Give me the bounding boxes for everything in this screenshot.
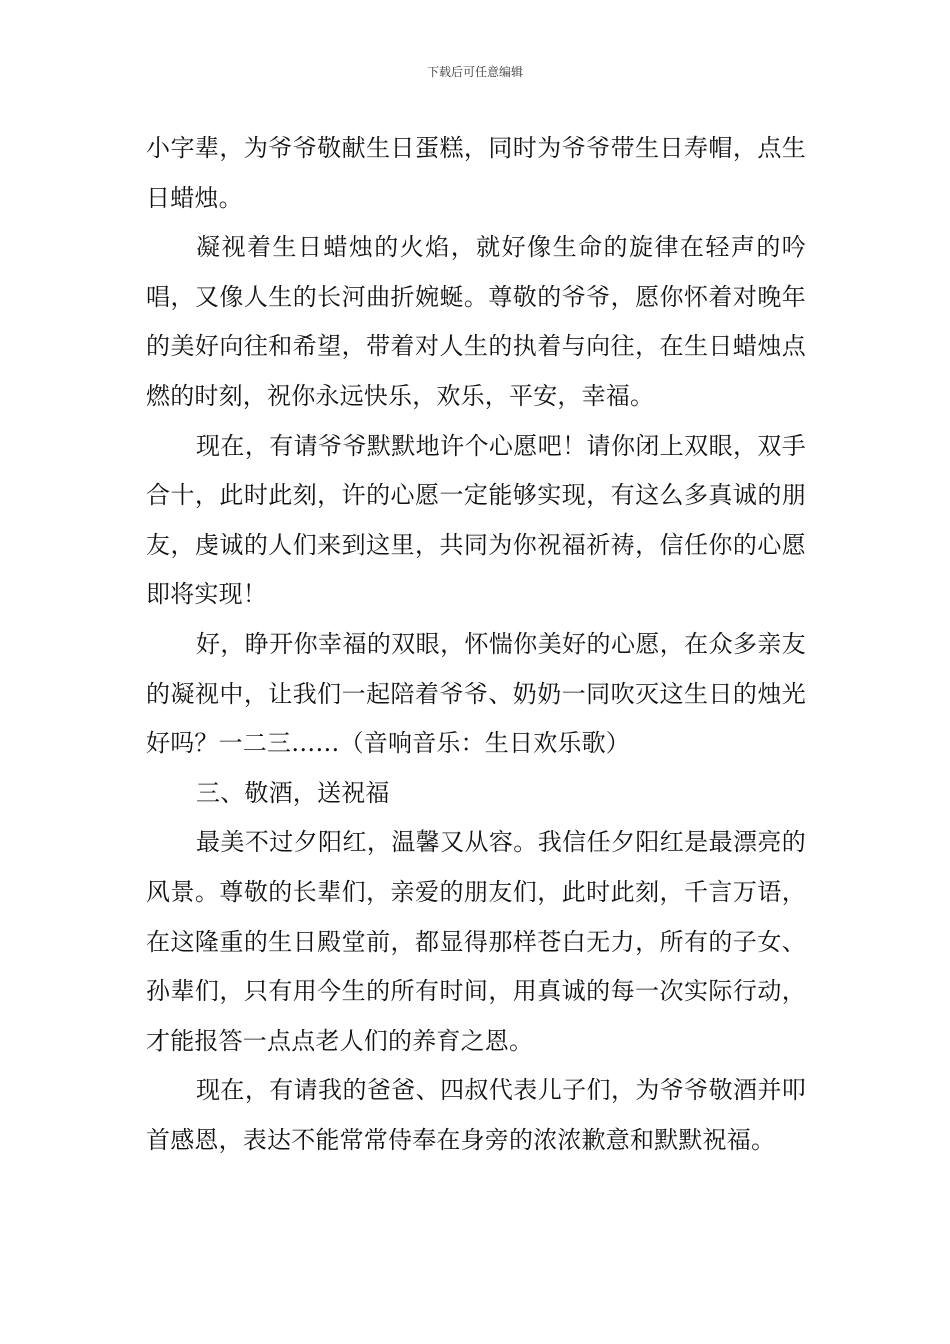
page-header: 下载后可任意编辑 bbox=[426, 65, 523, 79]
paragraph: 凝视着生日蜡烛的火焰，就好像生命的旋律在轻声的吟唱，又像人生的长河曲折婉蜒。尊敬的爷爷，愿你怀着对晚年的美好向往和希望，带着对人生的执着与向往，在生日蜡烛点燃的时刻，祝你永远快乐，欢乐，平安，幸福。 bbox=[146, 233, 806, 410]
document-body bbox=[146, 124, 806, 1165]
paragraph: 现在，有请爷爷默默地许个心愿吧！请你闭上双眼，双手合十，此时此刻，许的心愿一定能够实现，有这么多真诚的朋友，虔诚的人们来到这里，共同为你祝福祈祷，信任你的心愿即将实现！ bbox=[146, 431, 806, 609]
section-heading: 三、敬酒，送祝福 bbox=[196, 778, 390, 807]
paragraph: 现在，有请我的爸爸、四叔代表儿子们，为爷爷敬酒并叩首感恩，表达不能常常侍奉在身旁的浓浓歉意和默默祝福。 bbox=[146, 1076, 806, 1154]
paragraph: 最美不过夕阳红，温馨又从容。我信任夕阳红是最漂亮的风景。尊敬的长辈们，亲爱的朋友们，此时此刻，千言万语，在这隆重的生日殿堂前，都显得那样苍白无力，所有的子女、孙辈们，只有用今生的所有时间，用真诚的每一次实际行动，才能报答一点点老人们的养育之恩。 bbox=[146, 828, 806, 1055]
paragraph: 好，睁开你幸福的双眼，怀惴你美好的心愿，在众多亲友的凝视中，让我们一起陪着爷爷、奶奶一同吹灭这生日的烛光好吗？一二三……（音响音乐：生日欢乐歌） bbox=[146, 629, 806, 758]
paragraph-continuation: 小字辈，为爷爷敬献生日蛋糕，同时为爷爷带生日寿帽，点生日蜡烛。 bbox=[146, 134, 806, 212]
